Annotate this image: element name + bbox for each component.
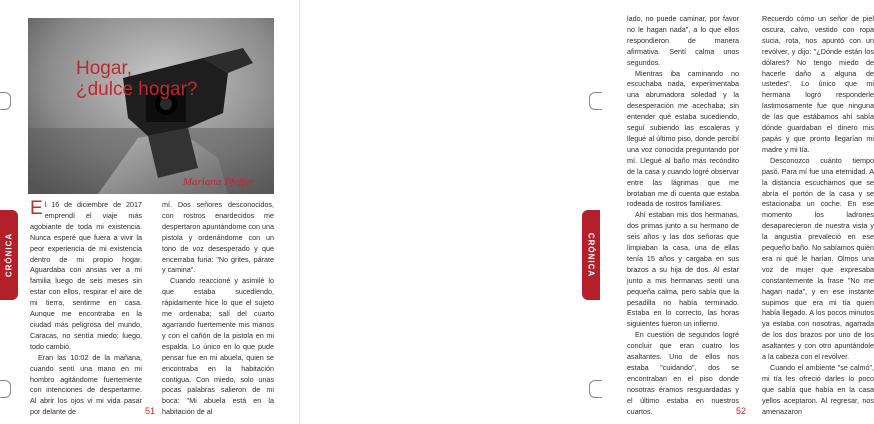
- paragraph: Eran las 10:02 de la mañana, cuando sentí una mano en mi hombro agitándome fuertemente con intenciones de despertarme. Al abrir los ojos vi mi vida pasar por delante de: [30, 352, 142, 417]
- right-column-2: [762, 14, 874, 418]
- paragraph: Ahí estaban mis dos hermanas, dos primas junto a su hermano de seis años y las dos señoras que limpiaban la casa, una de ellas tenía 15 años y cargaba en sus brazos a su hija de dos. Al estar junto a mis hermanas sentí una pequeña calma, pero sabía que la pesadilla no había terminado. Estaba en lo correcto, las horas siguientes fueron un infierno.: [627, 210, 739, 329]
- paragraph: Mientras iba caminando no escuchaba nada, experimentaba una abrumadora soledad y la desesperación me acechaba; sin entender qué estaba sucediendo, seguí subiendo las escaleras y llegué al último piso, donde percibí una voz conocida preguntando por mí. Llegué al baño más recóndito de la casa y cuando logré observar entre las lágrimas que me brotaban me di cuenta que estaba rodeada de rostros familiares.: [627, 68, 739, 209]
- article-photo: [28, 18, 274, 194]
- gun-photo-illustration: [28, 18, 274, 194]
- paragraph: lado, no puede caminar, por favor no le hagan nada", a lo que ellos respondieron de manera afirmativa. Sentí calma unos segundos.: [627, 14, 739, 67]
- left-column-1: [30, 200, 142, 418]
- page-number-left: 51: [145, 406, 156, 416]
- left-column-2: [162, 200, 274, 418]
- section-tab-label: CRÓNICA: [4, 232, 14, 278]
- page-edge-mark: [0, 92, 11, 110]
- paragraph: Recuerdo cómo un señor de piel oscura, calvo, vestido con ropa sucia, rota, nos apuntó con un revólver, y dijo: "¿Dónde están los dólares? No tengo miedo de hacerle daño a alguna de ustedes". Lo único que mi hermana logró responderle lastimosamente fue que ninguna de las que estábamos ahí sabía dónde guardaban el dinero mis papás y que pronto llegarían mi madre y mi tía.: [762, 14, 874, 154]
- author-name: Mariana Pfeffer: [182, 176, 254, 188]
- section-tab-label: CRÓNICA: [586, 232, 596, 278]
- paragraph: Desconozco cuánto tiempo pasó. Para mí fue una eternidad. A la distancia escuchamos que se abría el portón de la casa y se estacionaba un coche. En ese momento los ladrones desaparecieron de nuestra vista y la angustia prevaleció en ese pequeño baño. No sabíamos quién era ni qué le harían. Olmos una voz de mujer que expresaba constantemente la frase "No me hagan nada", y en ese instante supimos que era mi tía quien había llegado. A los pocos minutos ya estaba con nosotras, agarrada de los dos brazos por uno de los asaltantes y con otro apuntándole a la cabeza con el revólver.: [762, 155, 874, 362]
- article-title: [76, 58, 197, 100]
- page-edge-mark: [589, 92, 602, 110]
- title-line-2: ¿dulce hogar?: [76, 79, 198, 100]
- page-edge-mark: [0, 380, 11, 398]
- page-number-right: 52: [736, 406, 747, 416]
- section-tab-right: [582, 210, 600, 300]
- paragraph: Cuando el ambiente "se calmó", mi tía les ofreció darles lo poco que sabía que había en la casa yellos aceptaron. Al regresar, nos amenazaron: [762, 363, 874, 416]
- title-line-1: Hogar,: [76, 58, 132, 79]
- right-page: [300, 0, 874, 424]
- left-page: [0, 0, 300, 424]
- paragraph: Cuando reaccioné y asimilé lo que estaba sucediendo, rápidamente hice lo que el sujeto me ordenaba; salí del cuarto agarrando fuertemente mis manos y con el cañón de la pistola en mi espalda. Lo único en lo que pude pensar fue en mi abuela, quien se encontraba en la habitación contigua. Con miedo, solo unas pocas palabras salieron de mi boca: "Mi abuela está en la habitación de al: [162, 276, 274, 417]
- right-column-1: [627, 14, 739, 418]
- paragraph: En cuestión de segundos logré concluir que eran cuatro los asaltantes. Uno de ellos nos estaba "cuidando", dos se encontraban en el piso donde nosotras éramos resguardadas y el último estaba en nuestros cuartos.: [627, 330, 739, 416]
- section-tab-left: [0, 210, 18, 300]
- drop-cap: E: [30, 198, 43, 219]
- page-edge-mark: [589, 380, 602, 398]
- paragraph: mí. Dos señores desconocidos, con rostros enardecidos me despertaron apuntándome con una pistola y ordenándome con un tono de voz desesperado y que encerraba furia: "No grites, párate y camina".: [162, 200, 274, 275]
- paragraph: El 16 de diciembre de 2017 emprendí el viaje más agobiante de toda mi existencia. Nunca esperé que fuera a vivir la peor experiencia de mi existencia dentro de mi propio hogar. Aguardaba con ansias ver a mi familia luego de seis meses sin estar con ellos, respirar el aire de mi tierra, sentirme en casa. Aunque me encontraba en la ciudad más peligrosa del mundo, Caracas, no sentía miedo; luego, todo cambió.: [30, 198, 142, 351]
